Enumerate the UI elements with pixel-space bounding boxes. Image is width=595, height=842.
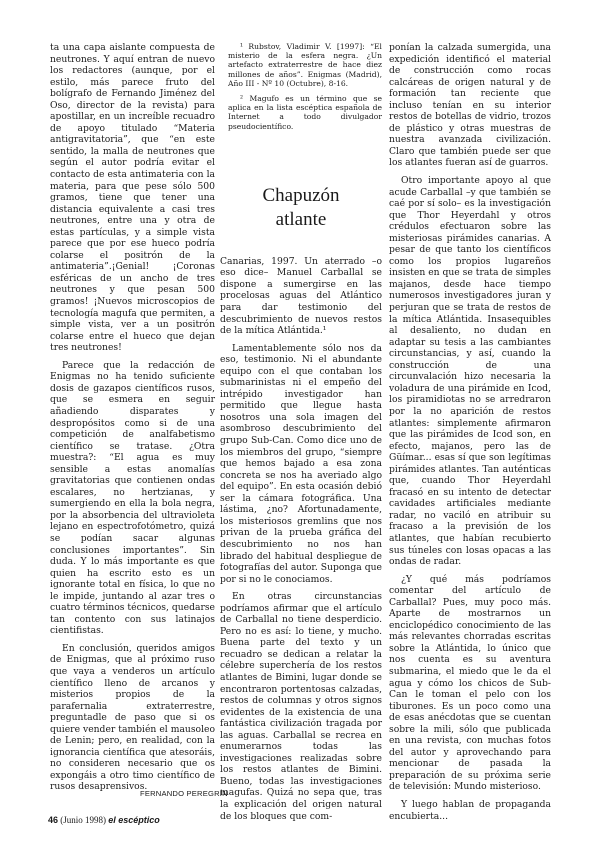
- title-line-1: Chapuzón: [262, 184, 340, 206]
- footnotes: [220, 42, 382, 131]
- paragraph: ponían la calzada sumergida, una expedición identificó el material de construcción como rocas calcáreas de origen natural y de formación tan reciente que incluso tenían en su interior restos de botellas de vidrio, trozos de plástico y otras muestras de nuestra avanzada civilización. Claro que también puede ser que los atlantes fueran así de guarros.: [389, 42, 551, 169]
- paragraph: Y luego hablan de propaganda encubierta...: [389, 799, 551, 822]
- page-footer: [48, 815, 160, 825]
- paragraph: ta una capa aislante compuesta de neutrones. Y aquí entran de nuevo los redactores (aunque, por el estilo, más parece fruto del bolígrafo de Fernando Jiménez del Oso, director de la revista) para apostillar, en un increíble recuadro de apoyo titulado “Materia antigravitatoria”, que “en este sentido, la malla de neutrones que según el autor podría evitar el contacto de esta antimateria con la materia, para que pese sólo 500 gramos, tiene que tener una distancia equivalente a casi tres neutrones, entre una y otra de estas partículas, y a simple vista parece que por ese hueco podría colarse el positrón de la antimateria”.¡Genial! ¡Coronas esféricas de un ancho de tres neutrones y que pesan 500 gramos! ¡Nuevos microscopios de tecnología magufa que permiten, a simple vista, ver a un positrón colarse entre el hueco que dejan tres neutrones!: [50, 42, 215, 354]
- paragraph: Canarias, 1997. Un aterrado –o eso dice– Manuel Carballal se dispone a sumergirse en las procelosas aguas del Atlántico para dar testimonio del descubrimiento de nuevos restos de la mítica Atlántida.¹: [220, 255, 382, 337]
- paragraph: Lamentablemente sólo nos da eso, testimonio. Ni el abundante equipo con el que contaban los submarinistas ni el empeño del intrépido investigador han permitido que llegue hasta nosotros una sola imagen del asombroso descubrimiento del grupo Sub-Can. Como dice uno de los miembros del grupo, “siempre que hemos bajado a esa zona concreta se nos ha averiado algo del equipo”. En esta ocasión debió ser la cámara fotográfica. Una lástima, ¿no? Afortunadamente, los misteriosos gremlins que nos privan de la prueba gráfica del descubrimiento no nos han librado del habitual despliegue de fotografías del autor. Suponga que por si no le conociamos.: [220, 342, 382, 585]
- page-number: 46: [48, 815, 59, 825]
- paragraph: Otro importante apoyo al que acude Carballal –y que también se caé por sí solo– es la investigación que Thor Heyerdahl y otros crédulos efectuaron sobre las misteriosas pirámides canarias. A pesar de que tanto los científicos como los propios lugareños insisten en que se trata de simples majanos, desde hace tiempo numerosos investigadores juran y perjuran que se trata de restos de la mítica Atlántida. Insasequibles al desaliento, no dudan en adaptar su tesis a las cambiantes circunstancias, y así, cuando la construcción de una circunvalación hizo necesaria la voladura de una pirámide en Icod, los piramidiotas no se arredraron por la no aparición de restos atlantes: simplemente afirmaron que las pirámides de Icod son, en efecto, majanos, pero las de Güímar... esas sí que son legítimas pirámides atlantes. Tan auténticas que, cuando Thor Heyerdahl fracasó en su intento de detectar cavidades artificiales mediante radar, no vaciló en atribuir su fracaso a la previsión de los atlantes, que habían recubierto sus túneles con losas opacas a las ondas de radar.: [389, 175, 551, 568]
- paragraph: En otras circunstancias podríamos afirmar que el artículo de Carballal no tiene desperdicio. Pero no es así: lo tiene, y mucho. Buena parte del texto y un recuadro se dedican a relatar la célebre superchería de los restos atlantes de Bimini, lugar donde se encontraron portentosas calzadas, restos de columnas y otros signos evidentes de la existencia de una fantástica civilización tragada por las aguas. Carballal se recrea en enumerarnos todas las investigaciones realizadas sobre los restos atlantes de Bimini. Bueno, todas las investigaciones magufas. Quizá no sepa que, tras la explicación del origen natural de los bloques que com-: [220, 591, 382, 822]
- article-column-3: [389, 42, 551, 822]
- article-column-1: [50, 42, 215, 793]
- footnote-1: ¹ Rubstov, Vladimir V. [1997]: “El misterio de la esfera negra. ¿Un artefacto extraterrestre de hace diez millones de años”. Enigmas (Madrid), Año III - Nº 10 (Octubre), 8-16.: [228, 42, 382, 88]
- paragraph: En conclusión, queridos amigos de Enigmas, que al próximo ruso que vaya a venderos un artículo científico lleno de arcanos y misterios propios de la parafernalia extraterrestre, preguntadle de paso que si os quiere vender también el mausoleo de Lenin; pero, en realidad, con la ignorancia científica que atesoráis, no consideren necesario que os expongáis a otro timo científico de rusos desaprensivos.: [50, 642, 215, 793]
- column-2-body: [220, 256, 382, 822]
- issue-date: (Junio 1998): [60, 815, 107, 825]
- footnote-2: ² Magufo es un término que se aplica en la lista escéptica española de Internet a todo divulgador pseudocientífico.: [228, 94, 382, 131]
- article-title: [220, 184, 382, 232]
- paragraph: Parece que la redacción de Enigmas no ha tenido suficiente dosis de gazapos científicos rusos, que se esmera en seguir añadiendo disparates y despropósitos como si de una competición de analfabetismo científico se tratase. ¿Otra muestra?: “El agua es muy sensible a estas anomalías gravitatorias que contienen ondas escalares, no hertzianas, y sumergiendo en ella la bola negra, por la absorbencia del ultravioleta lejano en espectrofotómetro, quizá se podían sacar algunas conclusiones importantes”. Sin duda. Y lo más importante es que quien ha escrito esto es un ignorante total en física, lo que no le impide, juntando al azar tres o cuatro términos técnicos, quedarse tan contento con sus latinajos cientifistas.: [50, 359, 215, 637]
- magazine-name: el escéptico: [108, 815, 160, 825]
- title-line-2: atlante: [275, 208, 327, 230]
- paragraph: ¿Y qué más podríamos comentar del artículo de Carballal? Pues, muy poco más. Aparte de mostrarnos un enciclopédico conocimiento de las más relevantes chorradas escritas sobre la Atlántida, lo único que nos cuenta es su aventura submarina, el miedo que le da el agua y cómo los chicos de Sub-Can le toman el pelo con los tiburones. Es un poco como una de esas anécdotas que se cuentan sobre la mili, sólo que publicada en una revista, con muchas fotos del autor y aprovechando para mencionar de pasada la preparación de su próxima serie de televisión: Mundo misterioso.: [389, 573, 551, 793]
- article-column-2: [220, 42, 382, 822]
- author-byline: FERNANDO PEREGRÍN: [140, 789, 228, 798]
